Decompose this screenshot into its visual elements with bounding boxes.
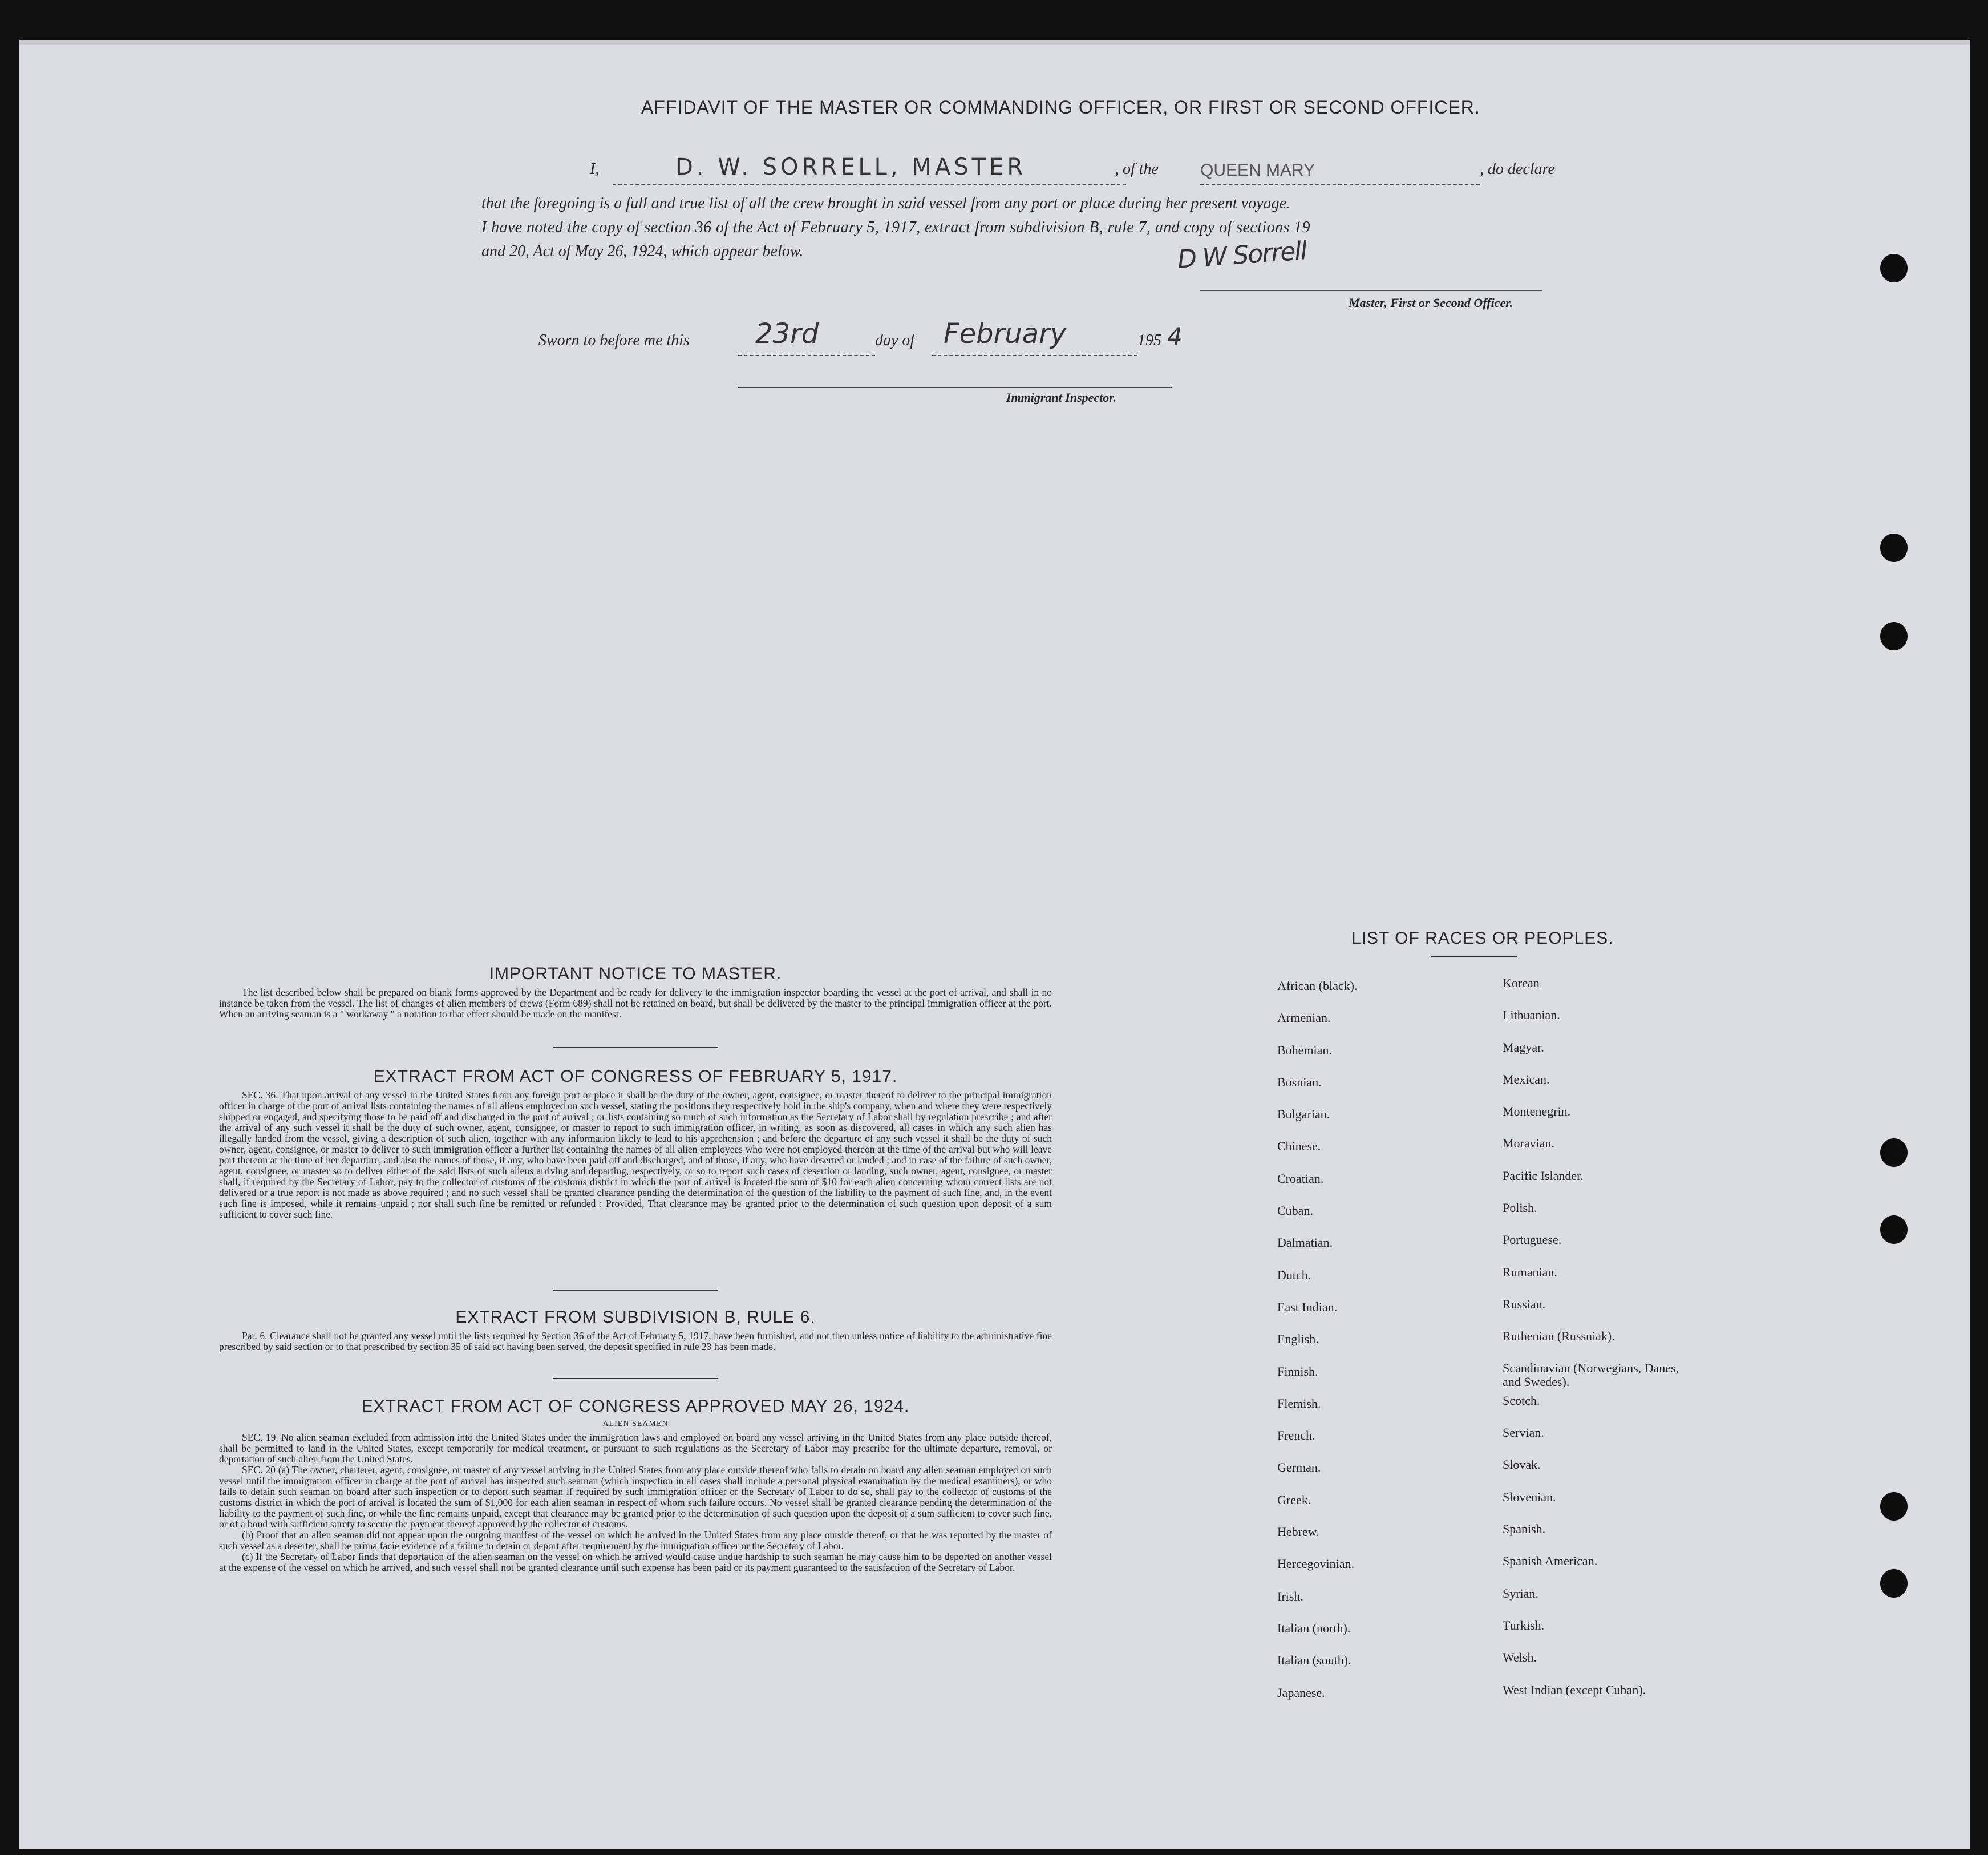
race-item: Cuban. — [1277, 1203, 1313, 1218]
race-item: Magyar. — [1503, 1040, 1544, 1054]
races-list-left — [1277, 979, 1357, 1717]
do-declare-label: , do declare — [1480, 160, 1555, 178]
race-item: Ruthenian (Russniak). — [1503, 1329, 1615, 1344]
notice-text: The list described below shall be prepared on blank forms approved by the Department and be ready for delivery to the immigration inspector boarding the vessel at the port of arrival, and shall in no instance be taken from the vessel. The list of changes of alien members of crews (Form 689) shall not be retained on board, but shall be delivered by the master to the principal immigration officer at the port. When an arriving seaman is a " workaway " a notation to that effect should be made on the manifest. — [219, 987, 1052, 1020]
races-divider — [1431, 956, 1517, 957]
extract-1917-heading: EXTRACT FROM ACT OF CONGRESS OF FEBRUARY 5, 1917. — [373, 1067, 898, 1086]
sec20b-text: (b) Proof that an alien seaman did not appear upon the outgoing manifest of the vessel on which he arrived in the United States from any place outside thereof, or that he was reported by the master of such vessel as a deserter, shall be prima facie evidence of a failure to detain or deport after requirement by the immigration officer or the Secretary of Labor. — [219, 1529, 1052, 1551]
race-item: French. — [1277, 1428, 1315, 1443]
race-item: Bosnian. — [1277, 1074, 1322, 1089]
race-item: Russian. — [1503, 1296, 1546, 1311]
race-item: East Indian. — [1277, 1299, 1338, 1314]
race-item: Dalmatian. — [1277, 1235, 1333, 1250]
punch-hole — [1880, 622, 1908, 650]
punch-hole — [1880, 1138, 1908, 1167]
name-underline — [613, 184, 1126, 185]
race-item: Rumanian. — [1503, 1264, 1557, 1279]
races-list-right — [1503, 976, 1691, 1715]
punch-hole — [1880, 1569, 1908, 1598]
race-item: Italian (south). — [1277, 1653, 1351, 1668]
sworn-day-handwritten: 23rd — [755, 318, 819, 350]
punch-hole — [1880, 1492, 1908, 1521]
declaration-line-3: I have noted the copy of section 36 of the Act of February 5, 1917, extract from subdivision B, rule 7, and copy of sections 19 — [481, 219, 1310, 236]
rule6-text: Par. 6. Clearance shall not be granted any vessel until the lists required by Section 36 of the Act of February 5, 1917, have been furnished, and not then unless notice of liability to the administrative fine prescribed by said section or to that prescribed by section 35 of said act having been served, the deposit specified in rule 23 has been made. — [219, 1330, 1052, 1352]
race-item: German. — [1277, 1460, 1321, 1475]
alien-seamen-subheading: ALIEN SEAMEN — [602, 1420, 669, 1428]
race-item: Montenegrin. — [1503, 1104, 1571, 1119]
race-item: Mexican. — [1503, 1072, 1550, 1086]
race-item: Turkish. — [1503, 1618, 1545, 1632]
race-item: Scotch. — [1503, 1393, 1540, 1408]
extract-1924-text — [219, 1432, 1052, 1573]
inspector-caption: Immigrant Inspector. — [1006, 390, 1117, 405]
race-item: Irish. — [1277, 1589, 1303, 1603]
race-item: Bohemian. — [1277, 1042, 1332, 1057]
race-item: Portuguese. — [1503, 1232, 1562, 1247]
extract-1917-text: SEC. 36. That upon arrival of any vessel in the United States from any foreign port or place it shall be the duty of the owner, agent, consignee, or master thereof to deliver to the principal immigration officer in charge of the port of arrival lists containing the names of all aliens employed on such vessel, stating the positions they respectively hold in the ship's company, when and where they were respectively shipped or engaged, and specifying those to be paid off and discharged in the port of arrival ; or lists containing so much of such information as the Secretary of Labor shall by regulation prescribe ; and after the arrival of any such vessel it shall be the duty of such owner, agent, consignee, or master to report to such immigration officer, in writing, as soon as discovered, all cases in which any such alien has illegally landed from the vessel, giving a description of such alien, together with any information likely to lead to his apprehension ; and before the departure of any such vessel it shall be the duty of such owner, agent, consignee, or master to deliver to such immigration officer a further list containing the names of all alien employees who were not employed thereon at the time of the arrival but who will leave port thereon at the time of her departure, and also the names of those, if any, who have been paid off and discharged, and of those, if any, who have deserted or landed ; and in case of the failure of such owner, agent, consignee, or master so to deliver either of the said lists of such aliens arriving and departing, respectively, or so to report such cases of desertion or landing, such owner, agent, consignee, or master shall, if required by the Secretary of Labor, pay to the collector of customs of the customs district in which the port of arrival is located the sum of $10 for each alien concerning whom correct lists are not delivered or a true report is not made as above required ; and no such vessel shall be granted clearance pending the determination of the question of the liability to the payment of such fine, and, in the event such fine is imposed, while it remains unpaid ; nor shall such fine be remitted or refunded : Provided, That clearance may be granted prior to the determination of such question upon deposit of a sum sufficient to cover such fine. — [219, 1089, 1052, 1220]
master-name-handwritten: D. W. SORRELL, MASTER — [675, 154, 1027, 180]
sec19-text: SEC. 19. No alien seaman excluded from admission into the United States under the immigration laws and employed on board any vessel arriving in the United States from any place outside thereof, shall be permitted to land in the United States, except temporarily for medical treatment, or pursuant to such regulations as the Secretary of Labor may prescribe for the ultimate departure, removal, or deportation of such alien from the United States. — [219, 1432, 1052, 1465]
month-underline — [932, 355, 1137, 356]
master-signature: D W Sorrell — [1176, 236, 1307, 274]
declaration-line-2: that the foregoing is a full and true list of all the crew brought in said vessel from any port or place during her present voyage. — [481, 195, 1291, 212]
race-item: Polish. — [1503, 1201, 1537, 1215]
race-item: West Indian (except Cuban). — [1503, 1682, 1646, 1697]
race-item: Italian (north). — [1277, 1620, 1351, 1635]
signature-line — [1200, 290, 1542, 291]
sworn-month-handwritten: February — [944, 318, 1067, 350]
race-item: Scandinavian (Norwegians, Danes, and Swedes). — [1503, 1360, 1679, 1389]
race-item: Moravian. — [1503, 1136, 1555, 1151]
punch-hole — [1880, 1215, 1908, 1244]
race-item: African (black). — [1277, 979, 1358, 993]
punch-hole — [1880, 254, 1908, 282]
vessel-name-stamp: QUEEN MARY — [1200, 161, 1315, 180]
race-item: Chinese. — [1277, 1139, 1321, 1154]
race-item: Greek. — [1277, 1492, 1311, 1507]
race-item: Finnish. — [1277, 1364, 1318, 1379]
declaration-prefix: I, — [590, 160, 600, 178]
race-item: Hebrew. — [1277, 1525, 1319, 1539]
vessel-underline — [1200, 184, 1480, 185]
extract-1924-heading: EXTRACT FROM ACT OF CONGRESS APPROVED MAY 26, 1924. — [361, 1397, 910, 1416]
race-item: Dutch. — [1277, 1267, 1311, 1282]
race-item: Hercegovinian. — [1277, 1557, 1354, 1571]
race-item: Spanish. — [1503, 1522, 1546, 1537]
sec20c-text: (c) If the Secretary of Labor finds that deportation of the alien seaman on the vessel on which he arrived would cause undue hardship to such seaman he may cause him to be deported on another vessel at the expense of the vessel on which he arrived, and such vessel shall not be granted clearance until such expense has been paid or its payment guaranteed to the satisfaction of the Secretary of Labor. — [219, 1551, 1052, 1573]
race-item: Armenian. — [1277, 1011, 1331, 1025]
signature-caption: Master, First or Second Officer. — [1349, 296, 1513, 310]
race-item: Japanese. — [1277, 1685, 1325, 1700]
year-prefix: 195 — [1137, 332, 1161, 349]
race-item: Pacific Islander. — [1503, 1168, 1584, 1183]
race-item: Lithuanian. — [1503, 1008, 1560, 1023]
sworn-prefix: Sworn to before me this — [538, 332, 690, 349]
document-page — [19, 40, 1970, 1849]
race-item: Syrian. — [1503, 1586, 1538, 1601]
punch-hole — [1880, 534, 1908, 562]
year-suffix-handwritten: 4 — [1167, 322, 1183, 350]
race-item: Welsh. — [1503, 1650, 1537, 1665]
race-item: Korean — [1503, 976, 1540, 990]
declaration-line-4: and 20, Act of May 26, 1924, which appear below. — [481, 243, 804, 260]
race-item: Servian. — [1503, 1425, 1544, 1440]
inspector-line — [738, 387, 1172, 388]
races-heading: LIST OF RACES OR PEOPLES. — [1351, 929, 1614, 948]
day-underline — [738, 355, 875, 356]
section-divider — [553, 1290, 718, 1291]
race-item: Slovak. — [1503, 1457, 1541, 1472]
race-item: Croatian. — [1277, 1171, 1324, 1186]
race-item: Slovenian. — [1503, 1489, 1556, 1504]
race-item: English. — [1277, 1332, 1319, 1347]
day-of-label: day of — [875, 332, 915, 349]
rule6-heading: EXTRACT FROM SUBDIVISION B, RULE 6. — [455, 1308, 816, 1327]
race-item: Flemish. — [1277, 1396, 1321, 1411]
of-the-label: , of the — [1115, 160, 1159, 178]
notice-heading: IMPORTANT NOTICE TO MASTER. — [489, 964, 782, 983]
race-item: Spanish American. — [1503, 1554, 1598, 1569]
sec20a-text: SEC. 20 (a) The owner, charterer, agent, consignee, or master of any vessel arriving in the United States from any place outside thereof who fails to detain on board any alien seaman employed on such vessel until the immigration officer in charge at the port of arrival has inspected such seaman (which inspection in all cases shall include a personal physical examination by the medical examiners), or who fails to detain such seaman on board after such inspection or to deport such seaman if required by such immigration officer or the Secretary of Labor to do so, shall pay to the collector of customs of the customs district in which the port of arrival is located the sum of $1,000 for each alien seaman in respect of whom such failure occurs. No vessel shall be granted clearance pending the determination of the liability to the payment of such fine, or while the fine remains unpaid, except that clearance may be granted prior to the determination of such question upon the deposit of a sum sufficient to cover such fine, or of a bond with sufficient surety to secure the payment thereof approved by the collector of customs. — [219, 1464, 1052, 1530]
race-item: Bulgarian. — [1277, 1107, 1330, 1122]
section-divider — [553, 1378, 718, 1379]
section-divider — [553, 1047, 718, 1048]
scan-edge — [19, 40, 1970, 45]
affidavit-title: AFFIDAVIT OF THE MASTER OR COMMANDING OFFICER, OR FIRST OR SECOND OFFICER. — [641, 97, 1480, 118]
